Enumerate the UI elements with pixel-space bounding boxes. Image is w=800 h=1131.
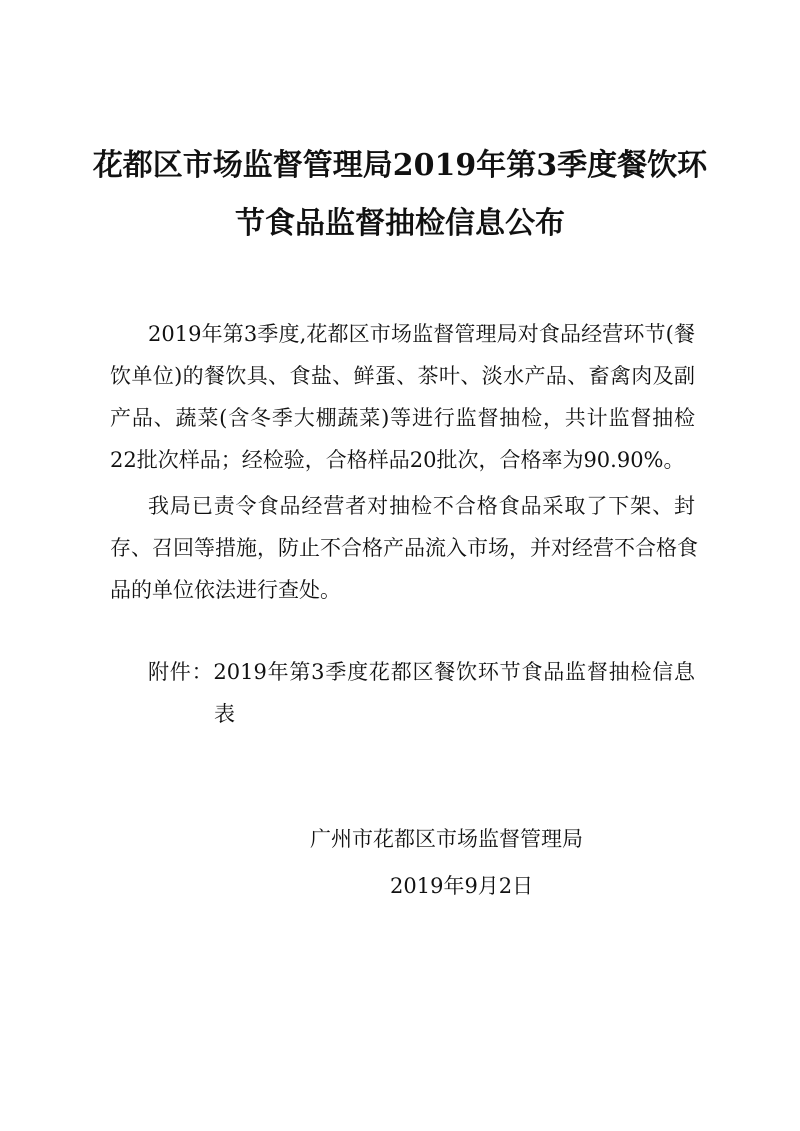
- document-title-line-1: 花都区市场监督管理局2019年第3季度餐饮环: [92, 148, 708, 183]
- document-title-line-2: 节食品监督抽检信息公布: [235, 206, 565, 241]
- paragraph-1-line-1: 2019年第3季度,花都区市场监督管理局对食品经营环节(餐: [148, 322, 695, 346]
- paragraph-1-line-3: 产品、蔬菜(含冬季大棚蔬菜)等进行监督抽检，共计监督抽检: [110, 406, 695, 430]
- attachment-line-1: 附件：2019年第3季度花都区餐饮环节食品监督抽检信息: [148, 660, 695, 684]
- paragraph-2-line-2: 存、召回等措施，防止不合格产品流入市场，并对经营不合格食: [110, 536, 698, 560]
- signature-date: 2019年9月2日: [390, 874, 534, 898]
- attachment-line-2: 表: [214, 702, 235, 726]
- paragraph-2-line-1: 我局已责令食品经营者对抽检不合格食品采取了下架、封: [148, 494, 695, 518]
- paragraph-1-line-2: 饮单位)的餐饮具、食盐、鲜蛋、茶叶、淡水产品、畜禽肉及副: [110, 364, 695, 388]
- signature-organization: 广州市花都区市场监督管理局: [310, 827, 583, 851]
- paragraph-2-line-3: 品的单位依法进行查处。: [110, 578, 341, 602]
- paragraph-1-line-4: 22批次样品；经检验，合格样品20批次，合格率为90.90%。: [110, 448, 685, 472]
